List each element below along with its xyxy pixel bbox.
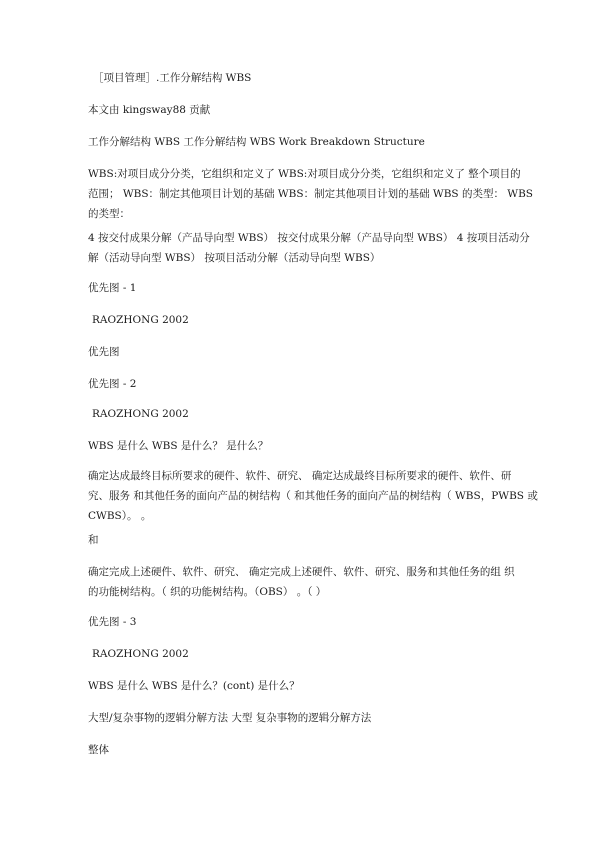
- document-title: ［项目管理］.工作分解结构 WBS: [93, 72, 252, 84]
- obs-paragraph: [88, 562, 520, 602]
- paragraph-line: 确定完成上述硬件、软件、研究、 确定完成上述硬件、软件、研究、服务和其他任务的组 织: [88, 566, 515, 578]
- closing-word: 整体: [88, 744, 109, 756]
- paragraph-line: 4 按交付成果分解（产品导向型 WBS） 按交付成果分解（产品导向型 WBS） 4 按项目活动分: [88, 232, 530, 244]
- decomposition-line: 大型/复杂事物的逻辑分解方法 大型 复杂事物的逻辑分解方法: [88, 712, 372, 724]
- question-heading-2: WBS 是什么 WBS 是什么？(cont) 是什么？: [88, 680, 300, 692]
- figure-credit-1: RAOZHONG 2002: [92, 314, 189, 326]
- figure-caption-plain: 优先图: [88, 346, 120, 358]
- paragraph-line: 的功能树结构。（ 织的功能树结构。（OBS） 。（ ）: [88, 586, 327, 598]
- figure-caption-1: 优先图 - 1: [88, 282, 137, 294]
- figure-caption-2: 优先图 - 2: [88, 378, 137, 390]
- wbs-types-paragraph: [88, 228, 530, 268]
- paragraph-line: 究、服务 和其他任务的面向产品的树结构（ 和其他任务的面向产品的树结构（ WBS，PWBS 或: [88, 490, 538, 502]
- figure-caption-3: 优先图 - 3: [88, 616, 137, 628]
- paragraph-line: WBS:对项目成分分类，它组织和定义了 WBS:对项目成分分类，它组织和定义了 整个项目的: [88, 168, 521, 180]
- paragraph-line: 解（活动导向型 WBS） 按项目活动分解（活动导向型 WBS）: [88, 252, 381, 264]
- paragraph-line: 的类型：: [88, 208, 130, 220]
- paragraph-line: 确定达成最终目标所要求的硬件、软件、研究、 确定达成最终目标所要求的硬件、软件、研: [88, 470, 512, 482]
- conjunction-line: 和: [88, 534, 99, 546]
- figure-credit-2: RAOZHONG 2002: [92, 408, 189, 420]
- wbs-explanation-paragraph: [88, 466, 538, 526]
- question-heading-1: WBS 是什么 WBS 是什么？ 是什么？: [88, 440, 269, 452]
- paragraph-line: CWBS）。 。: [88, 510, 152, 522]
- figure-credit-3: RAOZHONG 2002: [92, 648, 189, 660]
- section-heading: 工作分解结构 WBS 工作分解结构 WBS Work Breakdown Structure: [88, 136, 425, 148]
- wbs-definition-paragraph: [88, 164, 533, 224]
- contributor-line: 本文由 kingsway88 贡献: [88, 104, 211, 116]
- paragraph-line: 范围； WBS：制定其他项目计划的基础 WBS：制定其他项目计划的基础 WBS 的类型： WBS: [88, 188, 533, 200]
